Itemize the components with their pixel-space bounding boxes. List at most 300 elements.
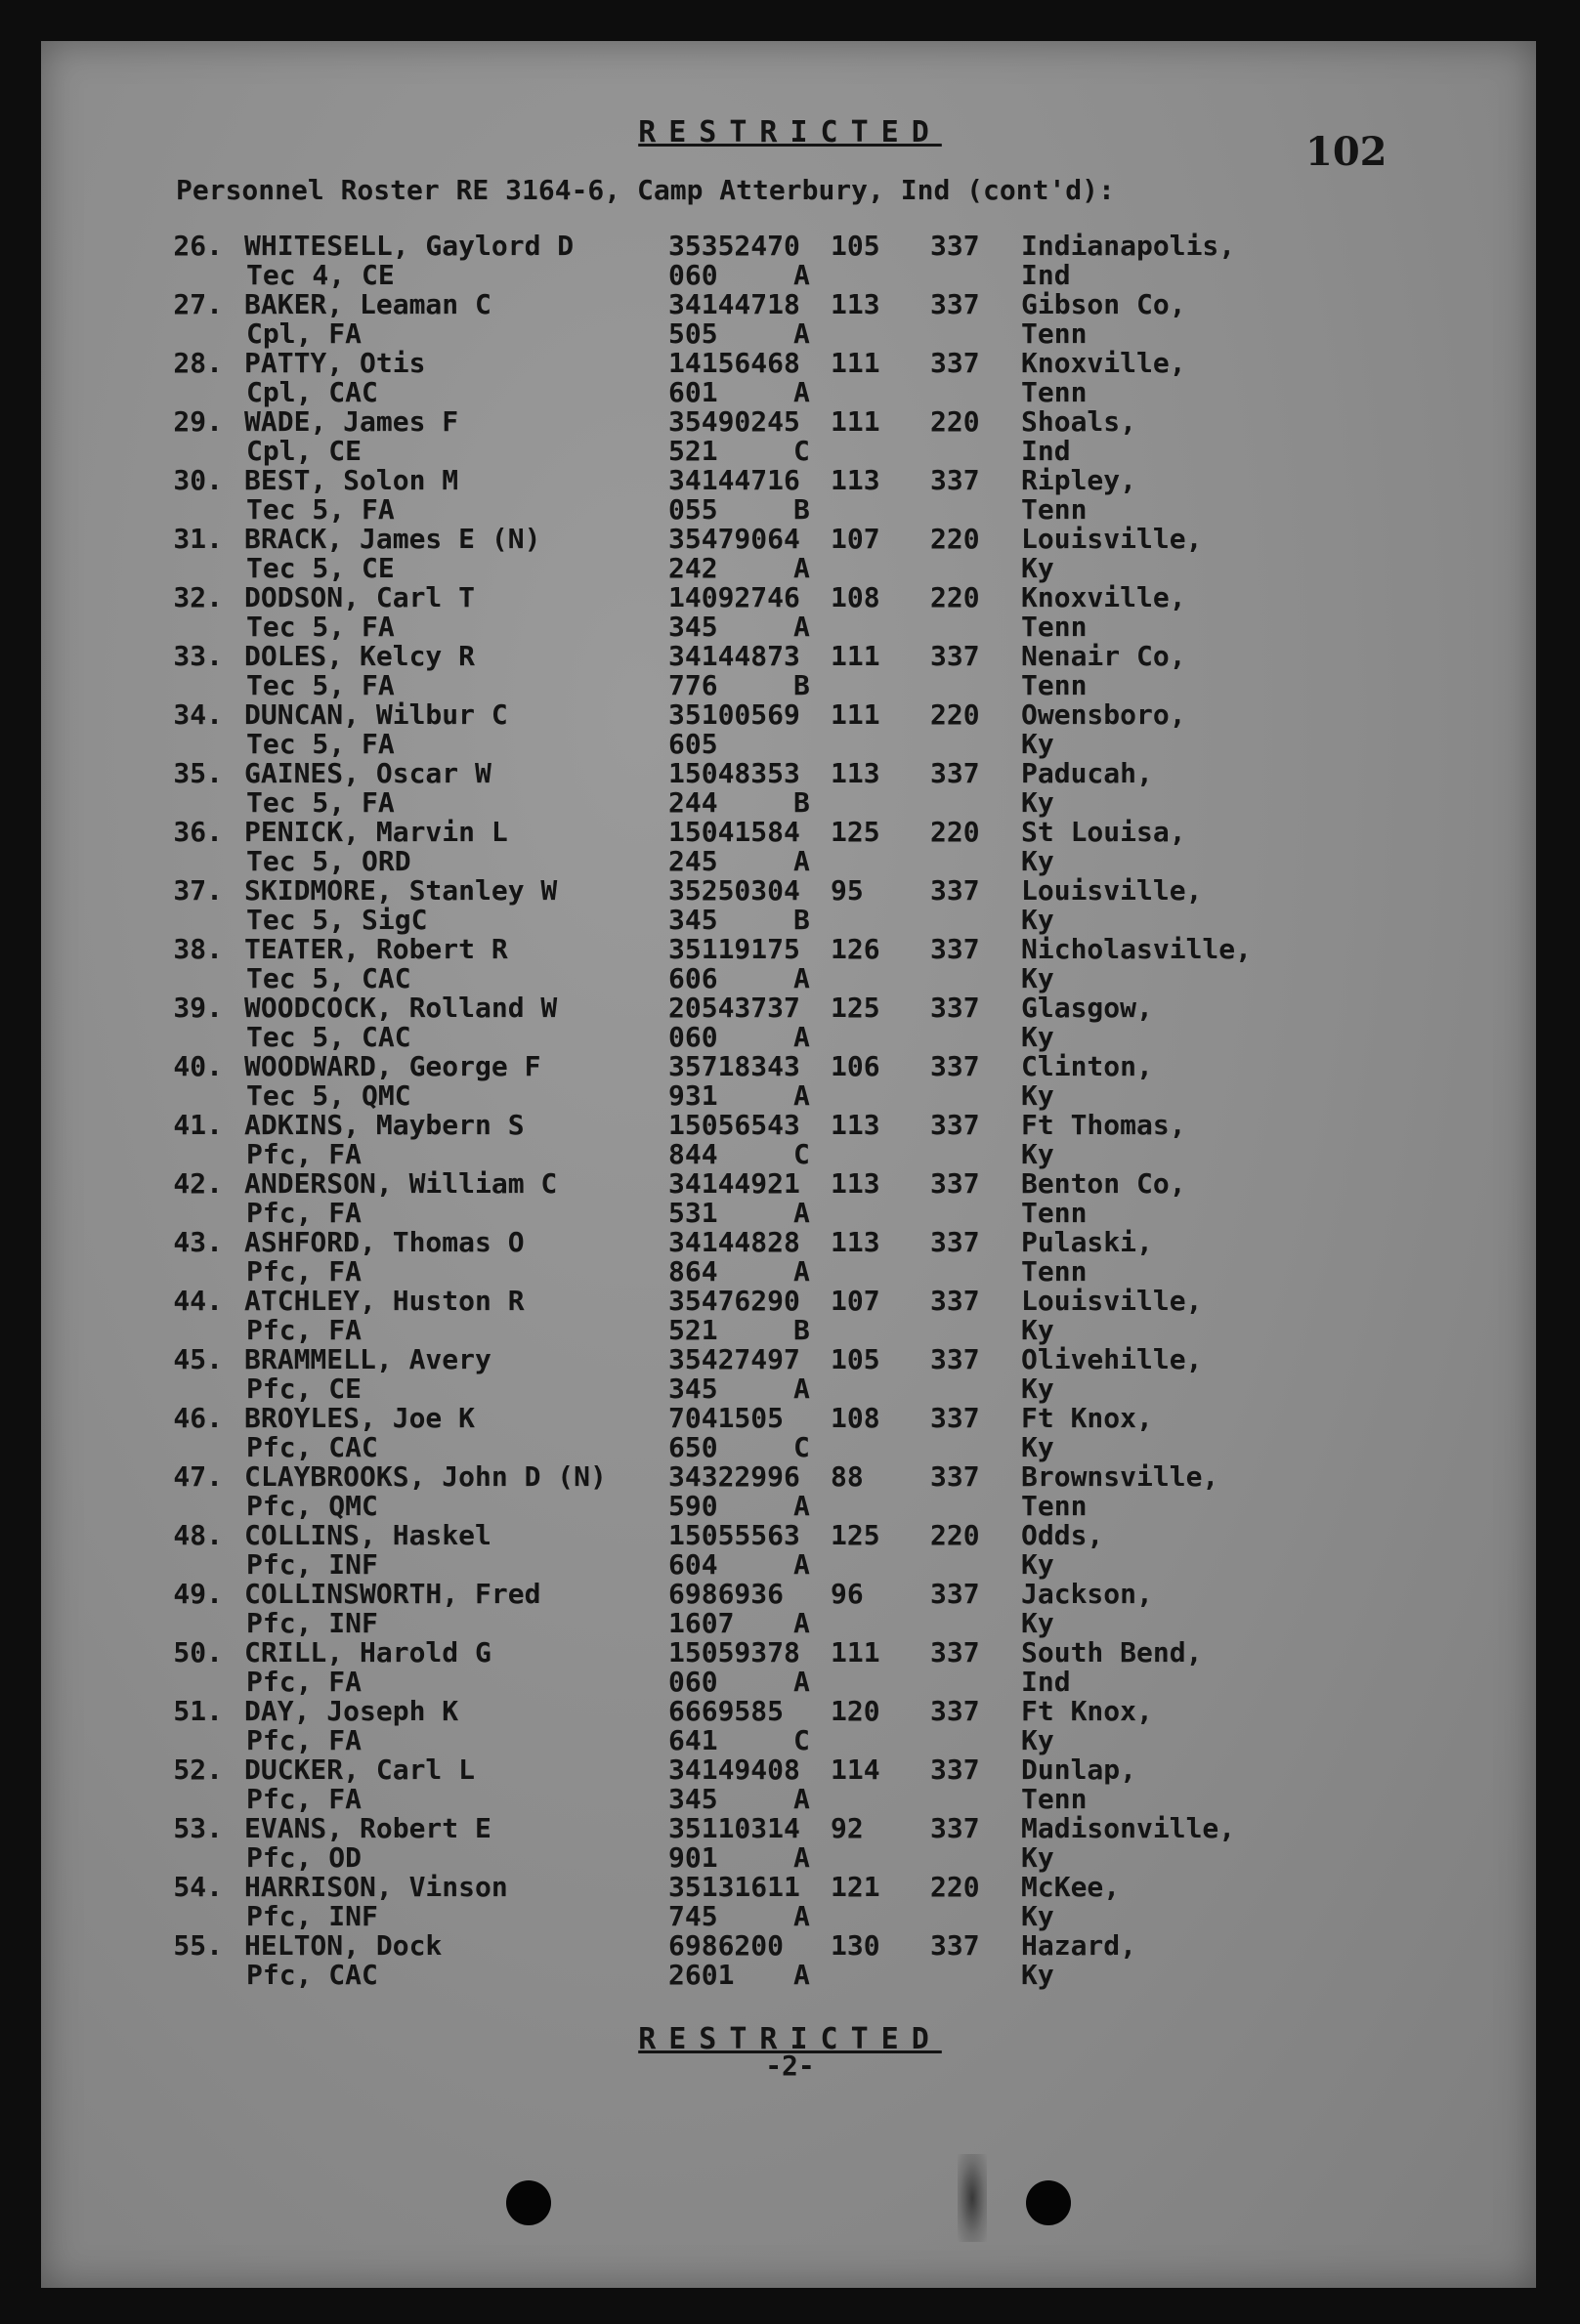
entry-serial: 34322996 — [668, 1460, 800, 1493]
entry-state: Ky — [1021, 1138, 1054, 1170]
entry-state: Tenn — [1021, 376, 1088, 408]
entry-serial: 35427497 — [668, 1343, 800, 1375]
entry-col-a: 121 — [831, 1871, 880, 1903]
entry-line-1 — [0, 935, 1580, 964]
entry-grade: B — [793, 1314, 810, 1346]
entry-col-b: 337 — [930, 933, 980, 965]
entry-number: 29. — [173, 405, 223, 438]
entry-line-1 — [0, 1873, 1580, 1902]
entry-rank: Cpl, CE — [246, 435, 363, 467]
entry-code: 345 — [668, 611, 718, 643]
entry-number: 37. — [173, 874, 223, 907]
entry-city: Benton Co, — [1021, 1167, 1186, 1200]
entry-rank: Pfc, INF — [246, 1548, 378, 1581]
entry-col-b: 220 — [930, 405, 980, 438]
entry-line-1 — [0, 583, 1580, 613]
entry-serial: 35119175 — [668, 933, 800, 965]
entry-rank: Tec 5, FA — [246, 728, 395, 760]
entry-line-2 — [0, 1492, 1580, 1521]
entry-name: TEATER, Robert R — [244, 933, 508, 965]
entry-col-a: 113 — [831, 1109, 880, 1141]
entry-grade: A — [793, 1197, 810, 1229]
roster-entry — [0, 1814, 1580, 1873]
roster-entry — [0, 1521, 1580, 1580]
entry-code: 060 — [668, 1021, 718, 1053]
entry-col-b: 337 — [930, 1460, 980, 1493]
restricted-footer: RESTRICTED — [638, 2022, 942, 2056]
entry-rank: Pfc, FA — [246, 1314, 363, 1346]
entry-col-a: 92 — [831, 1812, 864, 1844]
entry-number: 52. — [173, 1754, 223, 1786]
entry-grade: A — [793, 1079, 810, 1112]
entry-col-a: 96 — [831, 1578, 864, 1610]
entry-state: Tenn — [1021, 669, 1088, 701]
entry-line-2 — [0, 437, 1580, 466]
entry-grade: A — [793, 611, 810, 643]
entry-line-1 — [0, 1521, 1580, 1550]
entry-col-a: 113 — [831, 757, 880, 789]
entry-serial: 34144921 — [668, 1167, 800, 1200]
entry-city: Knoxville, — [1021, 581, 1186, 613]
entry-line-2 — [0, 1668, 1580, 1697]
restricted-header: RESTRICTED — [638, 115, 942, 149]
entry-line-2 — [0, 1140, 1580, 1169]
entry-serial: 35100569 — [668, 698, 800, 731]
entry-rank: Cpl, CAC — [246, 376, 378, 408]
entry-number: 43. — [173, 1226, 223, 1258]
entry-rank: Pfc, QMC — [246, 1490, 378, 1522]
entry-city: Nicholasville, — [1021, 933, 1253, 965]
entry-line-1 — [0, 1345, 1580, 1374]
entry-col-a: 88 — [831, 1460, 864, 1493]
roster-entry — [0, 1287, 1580, 1345]
entry-col-b: 220 — [930, 523, 980, 555]
entry-grade: A — [793, 376, 810, 408]
entry-line-2 — [0, 1316, 1580, 1345]
entry-line-2 — [0, 261, 1580, 290]
entry-state: Ind — [1021, 435, 1071, 467]
entry-serial: 6986200 — [668, 1929, 785, 1962]
entry-serial: 14156468 — [668, 347, 800, 379]
entry-line-2 — [0, 1257, 1580, 1287]
entry-grade: A — [793, 552, 810, 584]
entry-grade: A — [793, 1783, 810, 1815]
entry-number: 48. — [173, 1519, 223, 1551]
entry-number: 30. — [173, 464, 223, 496]
entry-rank: Pfc, FA — [246, 1197, 363, 1229]
entry-line-1 — [0, 1111, 1580, 1140]
entry-name: EVANS, Robert E — [244, 1812, 491, 1844]
entry-line-1 — [0, 818, 1580, 847]
entry-rank: Tec 5, FA — [246, 493, 395, 526]
entry-col-a: 108 — [831, 581, 880, 613]
entry-code: 055 — [668, 493, 718, 526]
entry-number: 36. — [173, 816, 223, 848]
entry-city: Dunlap, — [1021, 1754, 1137, 1786]
entry-number: 55. — [173, 1929, 223, 1962]
entry-line-2 — [0, 1785, 1580, 1814]
entry-col-a: 113 — [831, 1167, 880, 1200]
entry-number: 33. — [173, 640, 223, 672]
entry-code: 745 — [668, 1900, 718, 1932]
entry-grade: C — [793, 1138, 810, 1170]
entry-state: Ky — [1021, 728, 1054, 760]
entry-state: Ky — [1021, 1900, 1054, 1932]
entry-code: 242 — [668, 552, 718, 584]
entry-grade: C — [793, 435, 810, 467]
roster-entry — [0, 290, 1580, 349]
entry-city: Nenair Co, — [1021, 640, 1186, 672]
entry-code: 590 — [668, 1490, 718, 1522]
entry-code: 2601 — [668, 1959, 735, 1991]
entry-line-2 — [0, 906, 1580, 935]
entry-number: 44. — [173, 1285, 223, 1317]
entry-rank: Tec 5, QMC — [246, 1079, 411, 1112]
entry-number: 34. — [173, 698, 223, 731]
punch-hole-right — [1026, 2180, 1071, 2225]
entry-line-1 — [0, 1169, 1580, 1199]
entry-serial: 35479064 — [668, 523, 800, 555]
entry-serial: 35250304 — [668, 874, 800, 907]
entry-number: 46. — [173, 1402, 223, 1434]
entry-city: Pulaski, — [1021, 1226, 1153, 1258]
entry-number: 42. — [173, 1167, 223, 1200]
entry-code: 901 — [668, 1841, 718, 1874]
punch-hole-left — [506, 2180, 551, 2225]
entry-serial: 15056543 — [668, 1109, 800, 1141]
roster-entry — [0, 759, 1580, 818]
entry-name: ATCHLEY, Huston R — [244, 1285, 525, 1317]
entry-grade: A — [793, 1607, 810, 1639]
entry-state: Ind — [1021, 259, 1071, 291]
entry-state: Ky — [1021, 1607, 1054, 1639]
entry-line-2 — [0, 554, 1580, 583]
entry-code: 1607 — [668, 1607, 735, 1639]
entry-grade: A — [793, 1900, 810, 1932]
entry-code: 244 — [668, 786, 718, 819]
entry-col-a: 120 — [831, 1695, 880, 1727]
entry-grade: A — [793, 259, 810, 291]
entry-col-a: 113 — [831, 1226, 880, 1258]
entry-serial: 35476290 — [668, 1285, 800, 1317]
entry-line-1 — [0, 232, 1580, 261]
entry-col-b: 337 — [930, 757, 980, 789]
entry-serial: 15041584 — [668, 816, 800, 848]
entry-state: Ky — [1021, 786, 1054, 819]
entry-city: McKee, — [1021, 1871, 1121, 1903]
entry-state: Ky — [1021, 1548, 1054, 1581]
roster-entry — [0, 1638, 1580, 1697]
entry-col-b: 337 — [930, 230, 980, 262]
entry-state: Tenn — [1021, 1255, 1088, 1288]
entry-line-1 — [0, 1638, 1580, 1668]
entry-name: WHITESELL, Gaylord D — [244, 230, 575, 262]
entry-number: 38. — [173, 933, 223, 965]
entry-code: 604 — [668, 1548, 718, 1581]
entry-grade: A — [793, 1548, 810, 1581]
entry-line-1 — [0, 642, 1580, 671]
entry-serial: 35352470 — [668, 230, 800, 262]
entry-number: 31. — [173, 523, 223, 555]
entry-col-b: 337 — [930, 1343, 980, 1375]
roster-entry — [0, 1111, 1580, 1169]
entry-col-b: 337 — [930, 1578, 980, 1610]
entry-col-b: 337 — [930, 1636, 980, 1669]
entry-code: 060 — [668, 1666, 718, 1698]
entry-col-b: 337 — [930, 1812, 980, 1844]
roster-title: Personnel Roster RE 3164-6, Camp Atterbury, Ind (cont'd): — [176, 174, 1115, 206]
entry-col-a: 111 — [831, 347, 880, 379]
entry-name: BROYLES, Joe K — [244, 1402, 476, 1434]
roster-entry — [0, 1755, 1580, 1814]
entry-serial: 35718343 — [668, 1050, 800, 1082]
entry-name: GAINES, Oscar W — [244, 757, 491, 789]
entry-state: Ky — [1021, 1373, 1054, 1405]
entry-code: 060 — [668, 259, 718, 291]
entry-col-b: 337 — [930, 1226, 980, 1258]
entry-serial: 35131611 — [668, 1871, 800, 1903]
entry-line-2 — [0, 1843, 1580, 1873]
entry-rank: Pfc, FA — [246, 1783, 363, 1815]
entry-code: 345 — [668, 1783, 718, 1815]
entry-line-1 — [0, 993, 1580, 1023]
entry-serial: 7041505 — [668, 1402, 785, 1434]
entry-rank: Tec 5, FA — [246, 669, 395, 701]
entry-state: Ky — [1021, 1959, 1054, 1991]
entry-name: BEST, Solon M — [244, 464, 459, 496]
entry-rank: Pfc, FA — [246, 1255, 363, 1288]
entry-state: Ky — [1021, 1841, 1054, 1874]
entry-line-2 — [0, 319, 1580, 349]
entry-number: 39. — [173, 992, 223, 1024]
entry-name: WOODWARD, George F — [244, 1050, 541, 1082]
entry-rank: Tec 5, CE — [246, 552, 395, 584]
entry-state: Ky — [1021, 1079, 1054, 1112]
entry-rank: Pfc, FA — [246, 1666, 363, 1698]
entry-name: DUNCAN, Wilbur C — [244, 698, 508, 731]
entry-state: Ky — [1021, 845, 1054, 877]
roster-entry — [0, 1404, 1580, 1462]
entry-serial: 34144873 — [668, 640, 800, 672]
entry-state: Tenn — [1021, 1490, 1088, 1522]
entry-col-a: 111 — [831, 405, 880, 438]
entry-line-1 — [0, 1755, 1580, 1785]
roster-entry — [0, 876, 1580, 935]
entry-rank: Tec 5, ORD — [246, 845, 411, 877]
roster-entry — [0, 525, 1580, 583]
entry-line-2 — [0, 378, 1580, 407]
entry-rank: Tec 5, CAC — [246, 1021, 411, 1053]
roster-entry — [0, 407, 1580, 466]
entry-name: ADKINS, Maybern S — [244, 1109, 525, 1141]
entry-col-a: 111 — [831, 1636, 880, 1669]
roster-entry — [0, 935, 1580, 993]
entry-state: Tenn — [1021, 611, 1088, 643]
roster-entry — [0, 642, 1580, 700]
entry-number: 51. — [173, 1695, 223, 1727]
entry-rank: Pfc, OD — [246, 1841, 363, 1874]
entry-rank: Pfc, CE — [246, 1373, 363, 1405]
entry-grade: C — [793, 1724, 810, 1756]
entry-code: 531 — [668, 1197, 718, 1229]
entry-serial: 15048353 — [668, 757, 800, 789]
entry-city: Brownsville, — [1021, 1460, 1219, 1493]
entry-col-a: 108 — [831, 1402, 880, 1434]
entry-name: ASHFORD, Thomas O — [244, 1226, 525, 1258]
entry-line-2 — [0, 1726, 1580, 1755]
roster-entry — [0, 1580, 1580, 1638]
entry-line-1 — [0, 1462, 1580, 1492]
entry-rank: Tec 5, FA — [246, 786, 395, 819]
entry-col-b: 337 — [930, 1754, 980, 1786]
entry-line-1 — [0, 290, 1580, 319]
entry-line-1 — [0, 1580, 1580, 1609]
entry-city: Indianapolis, — [1021, 230, 1236, 262]
entry-serial: 34144718 — [668, 288, 800, 320]
entry-col-a: 113 — [831, 288, 880, 320]
entry-line-2 — [0, 1199, 1580, 1228]
entry-line-2 — [0, 671, 1580, 700]
entry-line-1 — [0, 1404, 1580, 1433]
entry-code: 605 — [668, 728, 718, 760]
entry-serial: 35110314 — [668, 1812, 800, 1844]
entry-col-b: 337 — [930, 640, 980, 672]
entry-col-b: 220 — [930, 1519, 980, 1551]
entry-line-1 — [0, 1052, 1580, 1081]
entry-name: HELTON, Dock — [244, 1929, 443, 1962]
entry-city: St Louisa, — [1021, 816, 1186, 848]
roster-entry — [0, 1697, 1580, 1755]
entry-col-b: 220 — [930, 816, 980, 848]
entry-city: Ft Knox, — [1021, 1402, 1153, 1434]
entry-grade: A — [793, 962, 810, 994]
entry-grade: A — [793, 845, 810, 877]
entry-city: Owensboro, — [1021, 698, 1186, 731]
entry-line-2 — [0, 495, 1580, 525]
entry-state: Tenn — [1021, 1783, 1088, 1815]
entry-grade: B — [793, 786, 810, 819]
entry-rank: Pfc, CAC — [246, 1431, 378, 1463]
entry-line-2 — [0, 847, 1580, 876]
entry-col-a: 107 — [831, 1285, 880, 1317]
entry-grade: A — [793, 1373, 810, 1405]
entry-name: COLLINS, Haskel — [244, 1519, 491, 1551]
roster-entry — [0, 583, 1580, 642]
entry-state: Ky — [1021, 1021, 1054, 1053]
entry-code: 650 — [668, 1431, 718, 1463]
entry-number: 50. — [173, 1636, 223, 1669]
entry-grade: A — [793, 1255, 810, 1288]
entry-rank: Pfc, FA — [246, 1138, 363, 1170]
entry-col-a: 105 — [831, 230, 880, 262]
entry-col-b: 337 — [930, 1109, 980, 1141]
ink-smudge — [958, 2154, 987, 2242]
entry-city: Jackson, — [1021, 1578, 1153, 1610]
entry-number: 26. — [173, 230, 223, 262]
entry-code: 931 — [668, 1079, 718, 1112]
entry-serial: 6669585 — [668, 1695, 785, 1727]
entry-city: South Bend, — [1021, 1636, 1203, 1669]
entry-line-2 — [0, 1902, 1580, 1931]
entry-city: Glasgow, — [1021, 992, 1153, 1024]
entry-name: DAY, Joseph K — [244, 1695, 459, 1727]
entry-number: 28. — [173, 347, 223, 379]
entry-number: 49. — [173, 1578, 223, 1610]
entry-col-a: 111 — [831, 698, 880, 731]
entry-name: WADE, James F — [244, 405, 459, 438]
entry-line-1 — [0, 349, 1580, 378]
entry-col-b: 337 — [930, 1929, 980, 1962]
entry-col-a: 107 — [831, 523, 880, 555]
entry-name: CLAYBROOKS, John D (N) — [244, 1460, 607, 1493]
entry-line-2 — [0, 964, 1580, 993]
entry-city: Ripley, — [1021, 464, 1137, 496]
entry-name: ANDERSON, William C — [244, 1167, 558, 1200]
entry-code: 521 — [668, 1314, 718, 1346]
entry-grade: B — [793, 904, 810, 936]
roster-entry — [0, 349, 1580, 407]
entry-col-b: 220 — [930, 1871, 980, 1903]
entry-col-a: 126 — [831, 933, 880, 965]
entry-line-2 — [0, 1081, 1580, 1111]
entry-serial: 15055563 — [668, 1519, 800, 1551]
entry-col-b: 337 — [930, 288, 980, 320]
entry-city: Ft Thomas, — [1021, 1109, 1186, 1141]
entry-col-a: 111 — [831, 640, 880, 672]
entry-grade: B — [793, 493, 810, 526]
entry-number: 53. — [173, 1812, 223, 1844]
entry-code: 345 — [668, 904, 718, 936]
entry-state: Ky — [1021, 962, 1054, 994]
entry-grade: A — [793, 1959, 810, 1991]
entry-col-b: 337 — [930, 347, 980, 379]
entry-col-a: 125 — [831, 992, 880, 1024]
entry-grade: A — [793, 1841, 810, 1874]
entry-grade: A — [793, 317, 810, 350]
entry-city: Olivehille, — [1021, 1343, 1203, 1375]
entry-rank: Tec 5, FA — [246, 611, 395, 643]
entry-grade: A — [793, 1666, 810, 1698]
entry-serial: 34144828 — [668, 1226, 800, 1258]
entry-line-1 — [0, 1931, 1580, 1961]
entry-code: 345 — [668, 1373, 718, 1405]
entry-col-a: 130 — [831, 1929, 880, 1962]
entry-serial: 34144716 — [668, 464, 800, 496]
entry-grade: A — [793, 1021, 810, 1053]
entry-col-a: 125 — [831, 1519, 880, 1551]
roster-entry — [0, 1169, 1580, 1228]
entry-city: Clinton, — [1021, 1050, 1153, 1082]
entry-col-b: 337 — [930, 1167, 980, 1200]
entry-name: PENICK, Marvin L — [244, 816, 508, 848]
entry-state: Ky — [1021, 552, 1054, 584]
entry-serial: 34149408 — [668, 1754, 800, 1786]
entry-col-b: 337 — [930, 1285, 980, 1317]
entry-number: 35. — [173, 757, 223, 789]
roster-entry — [0, 700, 1580, 759]
entry-grade: C — [793, 1431, 810, 1463]
entry-number: 32. — [173, 581, 223, 613]
entry-rank: Tec 5, SigC — [246, 904, 428, 936]
entry-city: Madisonville, — [1021, 1812, 1236, 1844]
entry-rank: Tec 4, CE — [246, 259, 395, 291]
entry-col-b: 220 — [930, 698, 980, 731]
entry-code: 245 — [668, 845, 718, 877]
roster-entry — [0, 1052, 1580, 1111]
roster-entry — [0, 1931, 1580, 1990]
entry-state: Tenn — [1021, 1197, 1088, 1229]
entry-state: Ky — [1021, 1314, 1054, 1346]
